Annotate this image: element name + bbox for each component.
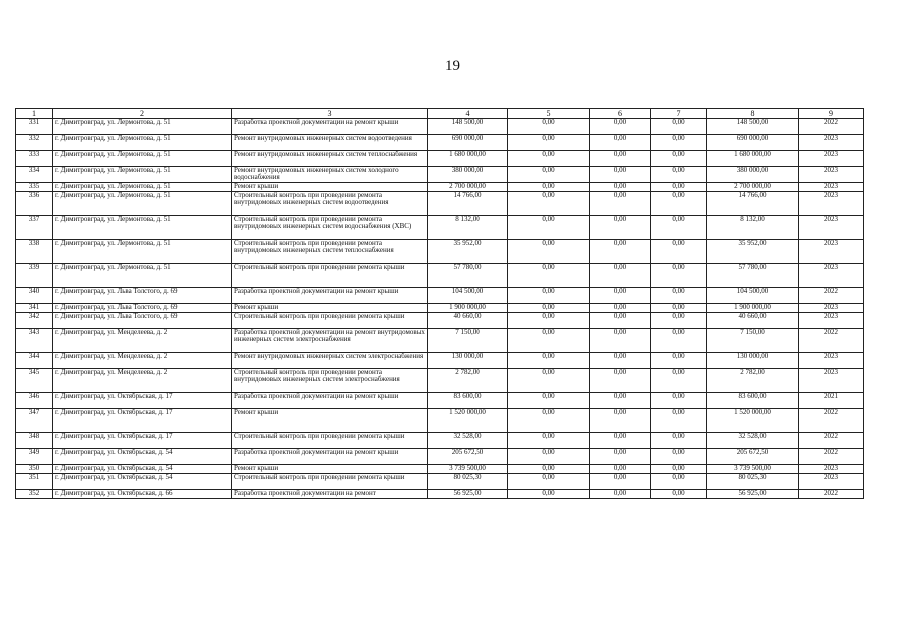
col8-cell: 148 500,00 (707, 119, 799, 135)
col8-cell: 40 660,00 (707, 313, 799, 329)
col7-cell: 0,00 (651, 119, 707, 135)
address-cell: г. Димитровград, ул. Октябрьская, д. 17 (53, 433, 232, 449)
row-number: 336 (16, 192, 53, 216)
row-number: 349 (16, 449, 53, 465)
row-number: 342 (16, 313, 53, 329)
col8-cell: 2 700 000,00 (707, 183, 799, 192)
work-type-cell: Ремонт внутридомовых инженерных систем холодного водоснабжения (232, 167, 428, 183)
work-type-cell: Строительный контроль при проведении ремонта крыши (232, 264, 428, 288)
work-type-cell: Строительный контроль при проведении ремонта крыши (232, 474, 428, 490)
address-cell: г. Димитровград, ул. Лермонтова, д. 51 (53, 216, 232, 240)
year-cell: 2023 (799, 474, 864, 490)
total-cost-cell: 205 672,50 (428, 449, 508, 465)
col7-cell: 0,00 (651, 465, 707, 474)
total-cost-cell: 32 528,00 (428, 433, 508, 449)
col6-cell: 0,00 (590, 393, 651, 409)
col8-cell: 104 500,00 (707, 288, 799, 304)
row-number: 331 (16, 119, 53, 135)
col5-cell: 0,00 (508, 216, 590, 240)
table-row (16, 490, 864, 499)
work-type-cell: Строительный контроль при проведении ремонта внутридомовых инженерных систем водоснабжения (ХВС) (232, 216, 428, 240)
year-cell: 2022 (799, 288, 864, 304)
col6-cell: 0,00 (590, 313, 651, 329)
total-cost-cell: 40 660,00 (428, 313, 508, 329)
row-number: 347 (16, 409, 53, 433)
total-cost-cell: 3 739 500,00 (428, 465, 508, 474)
col6-cell: 0,00 (590, 465, 651, 474)
col6-cell: 0,00 (590, 216, 651, 240)
year-cell: 2023 (799, 264, 864, 288)
row-number: 348 (16, 433, 53, 449)
address-cell: г. Димитровград, ул. Октябрьская, д. 54 (53, 449, 232, 465)
table-row (16, 393, 864, 409)
address-cell: г. Димитровград, ул. Менделеева, д. 2 (53, 329, 232, 353)
address-cell: г. Димитровград, ул. Октябрьская, д. 17 (53, 409, 232, 433)
col8-cell: 57 780,00 (707, 264, 799, 288)
col7-cell: 0,00 (651, 313, 707, 329)
col6-cell: 0,00 (590, 369, 651, 393)
col5-cell: 0,00 (508, 465, 590, 474)
repair-program-table (15, 108, 864, 499)
total-cost-cell: 80 025,30 (428, 474, 508, 490)
page-number: 19 (445, 58, 460, 74)
col6-cell: 0,00 (590, 474, 651, 490)
total-cost-cell: 2 700 000,00 (428, 183, 508, 192)
col6-cell: 0,00 (590, 490, 651, 499)
col-header: 5 (508, 109, 590, 119)
col7-cell: 0,00 (651, 264, 707, 288)
work-type-cell: Разработка проектной документации на ремонт внутридомовых инженерных систем электроснабжения (232, 329, 428, 353)
address-cell: г. Димитровград, ул. Октябрьская, д. 17 (53, 393, 232, 409)
col-header: 8 (707, 109, 799, 119)
col7-cell: 0,00 (651, 135, 707, 151)
work-type-cell: Строительный контроль при проведении ремонта крыши (232, 433, 428, 449)
address-cell: г. Димитровград, ул. Октябрьская, д. 66 (53, 490, 232, 499)
row-number: 334 (16, 167, 53, 183)
col6-cell: 0,00 (590, 304, 651, 313)
year-cell: 2023 (799, 369, 864, 393)
work-type-cell: Строительный контроль при проведении ремонта внутридомовых инженерных систем водоотведения (232, 192, 428, 216)
col5-cell: 0,00 (508, 449, 590, 465)
col5-cell: 0,00 (508, 313, 590, 329)
address-cell: г. Димитровград, ул. Льва Толстого, д. 69 (53, 288, 232, 304)
col6-cell: 0,00 (590, 192, 651, 216)
col8-cell: 83 600,00 (707, 393, 799, 409)
col7-cell: 0,00 (651, 151, 707, 167)
year-cell: 2023 (799, 151, 864, 167)
row-number: 351 (16, 474, 53, 490)
col6-cell: 0,00 (590, 135, 651, 151)
work-type-cell: Ремонт крыши (232, 465, 428, 474)
col8-cell: 1 900 000,00 (707, 304, 799, 313)
col5-cell: 0,00 (508, 304, 590, 313)
row-number: 332 (16, 135, 53, 151)
total-cost-cell: 148 500,00 (428, 119, 508, 135)
address-cell: г. Димитровград, ул. Менделеева, д. 2 (53, 369, 232, 393)
col8-cell: 80 025,30 (707, 474, 799, 490)
col7-cell: 0,00 (651, 474, 707, 490)
work-type-cell: Ремонт крыши (232, 304, 428, 313)
col8-cell: 32 528,00 (707, 433, 799, 449)
year-cell: 2023 (799, 313, 864, 329)
col-header: 2 (53, 109, 232, 119)
row-number: 350 (16, 465, 53, 474)
col7-cell: 0,00 (651, 183, 707, 192)
year-cell: 2022 (799, 409, 864, 433)
row-number: 343 (16, 329, 53, 353)
row-number: 352 (16, 490, 53, 499)
col7-cell: 0,00 (651, 216, 707, 240)
address-cell: г. Димитровград, ул. Лермонтова, д. 51 (53, 183, 232, 192)
col8-cell: 690 000,00 (707, 135, 799, 151)
col6-cell: 0,00 (590, 183, 651, 192)
table-row (16, 192, 864, 216)
col8-cell: 205 672,50 (707, 449, 799, 465)
col5-cell: 0,00 (508, 135, 590, 151)
col7-cell: 0,00 (651, 369, 707, 393)
address-cell: г. Димитровград, ул. Лермонтова, д. 51 (53, 264, 232, 288)
table-row (16, 167, 864, 183)
col8-cell: 35 952,00 (707, 240, 799, 264)
col-header: 3 (232, 109, 428, 119)
table-row (16, 288, 864, 304)
table-row (16, 449, 864, 465)
col6-cell: 0,00 (590, 449, 651, 465)
col8-cell: 2 782,00 (707, 369, 799, 393)
col7-cell: 0,00 (651, 304, 707, 313)
col-header: 7 (651, 109, 707, 119)
row-number: 340 (16, 288, 53, 304)
col5-cell: 0,00 (508, 264, 590, 288)
work-type-cell: Разработка проектной документации на ремонт крыши (232, 119, 428, 135)
total-cost-cell: 56 925,00 (428, 490, 508, 499)
col5-cell: 0,00 (508, 409, 590, 433)
col7-cell: 0,00 (651, 192, 707, 216)
year-cell: 2023 (799, 465, 864, 474)
col-header: 9 (799, 109, 864, 119)
address-cell: г. Димитровград, ул. Лермонтова, д. 51 (53, 167, 232, 183)
col5-cell: 0,00 (508, 192, 590, 216)
total-cost-cell: 35 952,00 (428, 240, 508, 264)
col7-cell: 0,00 (651, 353, 707, 369)
table-row (16, 313, 864, 329)
table-row (16, 409, 864, 433)
col6-cell: 0,00 (590, 329, 651, 353)
col5-cell: 0,00 (508, 167, 590, 183)
col5-cell: 0,00 (508, 369, 590, 393)
year-cell: 2022 (799, 119, 864, 135)
col5-cell: 0,00 (508, 490, 590, 499)
total-cost-cell: 7 150,00 (428, 329, 508, 353)
address-cell: г. Димитровград, ул. Лермонтова, д. 51 (53, 119, 232, 135)
col6-cell: 0,00 (590, 119, 651, 135)
total-cost-cell: 14 766,00 (428, 192, 508, 216)
total-cost-cell: 1 680 000,00 (428, 151, 508, 167)
col5-cell: 0,00 (508, 288, 590, 304)
row-number: 335 (16, 183, 53, 192)
work-type-cell: Ремонт крыши (232, 183, 428, 192)
address-cell: г. Димитровград, ул. Льва Толстого, д. 69 (53, 304, 232, 313)
row-number: 345 (16, 369, 53, 393)
col8-cell: 7 150,00 (707, 329, 799, 353)
table-row (16, 329, 864, 353)
col7-cell: 0,00 (651, 393, 707, 409)
col-header: 6 (590, 109, 651, 119)
row-number: 344 (16, 353, 53, 369)
col5-cell: 0,00 (508, 119, 590, 135)
address-cell: г. Димитровград, ул. Лермонтова, д. 51 (53, 192, 232, 216)
work-type-cell: Ремонт внутридомовых инженерных систем водоотведения (232, 135, 428, 151)
col5-cell: 0,00 (508, 474, 590, 490)
row-number: 346 (16, 393, 53, 409)
table-header-row (16, 109, 864, 119)
col6-cell: 0,00 (590, 288, 651, 304)
year-cell: 2023 (799, 192, 864, 216)
col8-cell: 130 000,00 (707, 353, 799, 369)
address-cell: г. Димитровград, ул. Льва Толстого, д. 69 (53, 313, 232, 329)
address-cell: г. Димитровград, ул. Лермонтова, д. 51 (53, 135, 232, 151)
row-number: 333 (16, 151, 53, 167)
work-type-cell: Строительный контроль при проведении ремонта внутридомовых инженерных систем теплоснабжения (232, 240, 428, 264)
year-cell: 2023 (799, 304, 864, 313)
total-cost-cell: 104 500,00 (428, 288, 508, 304)
col7-cell: 0,00 (651, 490, 707, 499)
row-number: 338 (16, 240, 53, 264)
address-cell: г. Димитровград, ул. Октябрьская, д. 54 (53, 465, 232, 474)
col5-cell: 0,00 (508, 433, 590, 449)
row-number: 339 (16, 264, 53, 288)
table-row (16, 264, 864, 288)
year-cell: 2023 (799, 216, 864, 240)
col7-cell: 0,00 (651, 329, 707, 353)
col5-cell: 0,00 (508, 353, 590, 369)
work-type-cell: Строительный контроль при проведении ремонта крыши (232, 313, 428, 329)
year-cell: 2023 (799, 240, 864, 264)
col6-cell: 0,00 (590, 433, 651, 449)
address-cell: г. Димитровград, ул. Лермонтова, д. 51 (53, 240, 232, 264)
year-cell: 2022 (799, 329, 864, 353)
total-cost-cell: 83 600,00 (428, 393, 508, 409)
col8-cell: 56 925,00 (707, 490, 799, 499)
col7-cell: 0,00 (651, 288, 707, 304)
table-row (16, 183, 864, 192)
total-cost-cell: 380 000,00 (428, 167, 508, 183)
year-cell: 2022 (799, 449, 864, 465)
work-type-cell: Разработка проектной документации на ремонт крыши (232, 449, 428, 465)
col7-cell: 0,00 (651, 240, 707, 264)
col8-cell: 380 000,00 (707, 167, 799, 183)
year-cell: 2023 (799, 183, 864, 192)
col6-cell: 0,00 (590, 151, 651, 167)
table-row (16, 119, 864, 135)
table-row (16, 369, 864, 393)
col8-cell: 1 520 000,00 (707, 409, 799, 433)
work-type-cell: Разработка проектной документации на ремонт крыши (232, 288, 428, 304)
year-cell: 2023 (799, 135, 864, 151)
col7-cell: 0,00 (651, 449, 707, 465)
col8-cell: 3 739 500,00 (707, 465, 799, 474)
work-type-cell: Строительный контроль при проведении ремонта внутридомовых инженерных систем электроснабжения (232, 369, 428, 393)
col6-cell: 0,00 (590, 409, 651, 433)
total-cost-cell: 1 520 000,00 (428, 409, 508, 433)
col-header: 1 (16, 109, 53, 119)
address-cell: г. Димитровград, ул. Менделеева, д. 2 (53, 353, 232, 369)
col8-cell: 14 766,00 (707, 192, 799, 216)
row-number: 337 (16, 216, 53, 240)
year-cell: 2023 (799, 167, 864, 183)
col7-cell: 0,00 (651, 167, 707, 183)
col6-cell: 0,00 (590, 264, 651, 288)
col6-cell: 0,00 (590, 167, 651, 183)
row-number: 341 (16, 304, 53, 313)
table-row (16, 353, 864, 369)
table-row (16, 240, 864, 264)
col8-cell: 8 132,00 (707, 216, 799, 240)
table-row (16, 135, 864, 151)
work-type-cell: Ремонт внутридомовых инженерных систем теплоснабжения (232, 151, 428, 167)
total-cost-cell: 2 782,00 (428, 369, 508, 393)
table-row (16, 465, 864, 474)
year-cell: 2021 (799, 393, 864, 409)
col7-cell: 0,00 (651, 433, 707, 449)
table-row (16, 433, 864, 449)
total-cost-cell: 57 780,00 (428, 264, 508, 288)
col8-cell: 1 680 000,00 (707, 151, 799, 167)
col5-cell: 0,00 (508, 183, 590, 192)
col5-cell: 0,00 (508, 151, 590, 167)
total-cost-cell: 130 000,00 (428, 353, 508, 369)
year-cell: 2022 (799, 490, 864, 499)
total-cost-cell: 1 900 000,00 (428, 304, 508, 313)
col7-cell: 0,00 (651, 409, 707, 433)
col-header: 4 (428, 109, 508, 119)
col5-cell: 0,00 (508, 329, 590, 353)
col5-cell: 0,00 (508, 393, 590, 409)
col5-cell: 0,00 (508, 240, 590, 264)
work-type-cell: Ремонт внутридомовых инженерных систем электроснабжения (232, 353, 428, 369)
table-row (16, 304, 864, 313)
year-cell: 2023 (799, 353, 864, 369)
work-type-cell: Разработка проектной документации на ремонт (232, 490, 428, 499)
total-cost-cell: 690 000,00 (428, 135, 508, 151)
work-type-cell: Разработка проектной документации на ремонт крыши (232, 393, 428, 409)
table-row (16, 474, 864, 490)
table-row (16, 151, 864, 167)
work-type-cell: Ремонт крыши (232, 409, 428, 433)
address-cell: г. Димитровград, ул. Октябрьская, д. 54 (53, 474, 232, 490)
col6-cell: 0,00 (590, 353, 651, 369)
address-cell: г. Димитровград, ул. Лермонтова, д. 51 (53, 151, 232, 167)
year-cell: 2022 (799, 433, 864, 449)
total-cost-cell: 8 132,00 (428, 216, 508, 240)
col6-cell: 0,00 (590, 240, 651, 264)
table-row (16, 216, 864, 240)
